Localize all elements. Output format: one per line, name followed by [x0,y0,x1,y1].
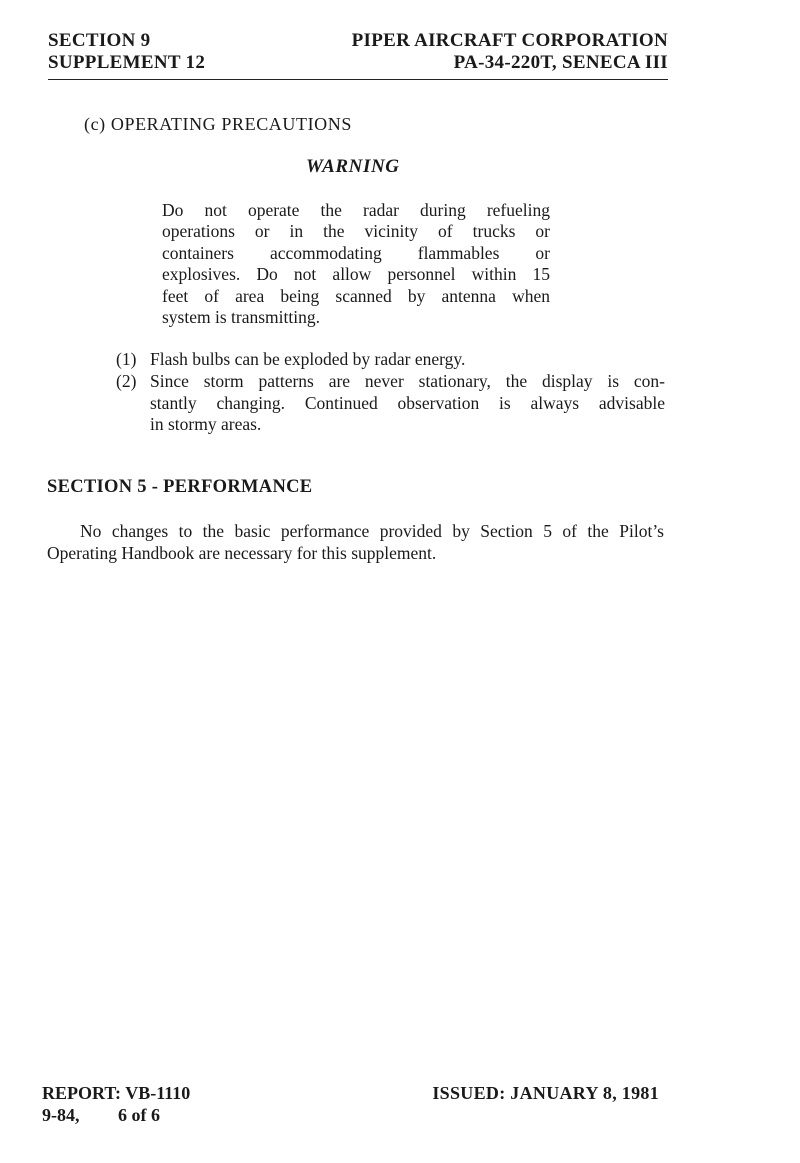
supplement-label: SUPPLEMENT 12 [48,52,206,73]
performance-line: Operating Handbook are necessary for this supplement. [47,543,437,563]
warning-line: explosives. Do not allow personnel within 15 [162,264,550,284]
item-number: (1) [116,349,137,369]
item-number: (2) [116,371,137,391]
item-line: stantly changing. Continued observation is always advisable [150,393,665,413]
performance-line: No changes to the basic performance provided by Section 5 of the Pilot’s [80,521,664,541]
company-name: PIPER AIRCRAFT CORPORATION [351,30,668,51]
revision-date: 9-84, [42,1105,80,1125]
warning-line: Do not operate the radar during refueling [162,200,550,220]
warning-title: WARNING [306,156,400,177]
report-number: REPORT: VB-1110 [42,1083,191,1103]
item-line: in stormy areas. [150,414,262,434]
precautions-heading: (c) OPERATING PRECAUTIONS [84,114,352,134]
aircraft-model: PA-34-220T, SENECA III [453,52,668,73]
section-label: SECTION 9 [48,30,151,51]
warning-line: operations or in the vicinity of trucks or [162,221,550,241]
issued-date: ISSUED: JANUARY 8, 1981 [432,1083,659,1103]
item-line: Flash bulbs can be exploded by radar energy. [150,349,466,369]
warning-line: system is transmitting. [162,307,320,327]
performance-heading-main: PERFORMANCE [163,477,313,497]
warning-line: containers accommodating flammables or [162,243,550,263]
page-number: 6 of 6 [118,1105,160,1125]
performance-heading [47,477,312,498]
warning-line: feet of area being scanned by antenna when [162,286,550,306]
header-rule [48,79,668,80]
performance-heading-prefix: SECTION 5 - [47,477,164,497]
item-line: Since storm patterns are never stationary, the display is con- [150,371,665,391]
